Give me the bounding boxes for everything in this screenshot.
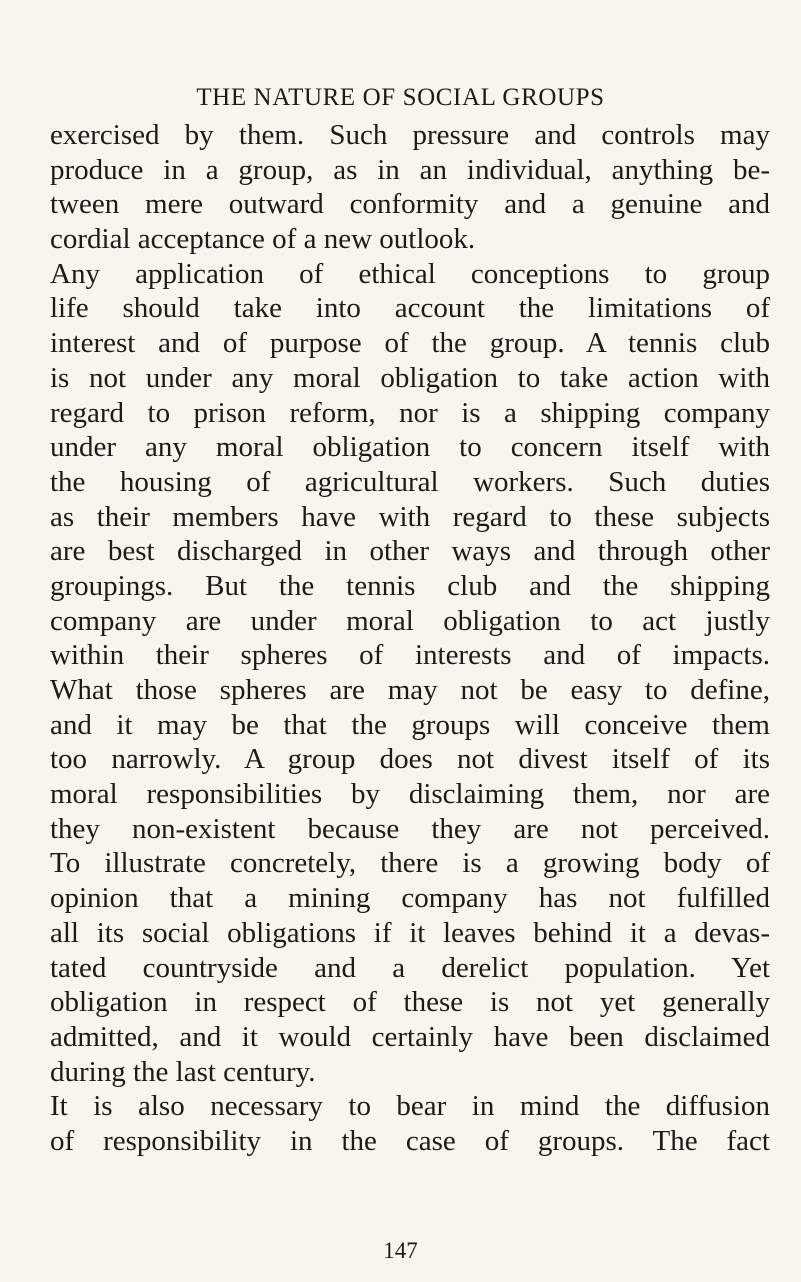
text-line: and it may be that the groups will conceive them bbox=[50, 708, 770, 741]
text-line: are best discharged in other ways and through other bbox=[50, 535, 770, 568]
text-line: within their spheres of interests and of impacts. bbox=[50, 639, 770, 672]
text-line: all its social obligations if it leaves behind it a devas- bbox=[50, 916, 770, 949]
text-line: opinion that a mining company has not fulfilled bbox=[50, 882, 770, 915]
text-line: too narrowly. A group does not divest itself of its bbox=[50, 743, 770, 776]
text-line: company are under moral obligation to act justly bbox=[50, 604, 770, 637]
text-line: of responsibility in the case of groups. The fact bbox=[50, 1124, 770, 1157]
text-line: obligation in respect of these is not yet generally bbox=[50, 986, 770, 1019]
text-line: regard to prison reform, nor is a shipping company bbox=[50, 396, 770, 429]
running-head: THE NATURE OF SOCIAL GROUPS bbox=[196, 84, 605, 111]
text-line: they non-existent because they are not perceived. bbox=[50, 812, 770, 845]
text-line: during the last century. bbox=[50, 1055, 316, 1088]
text-line: tated countryside and a derelict population. Yet bbox=[50, 951, 770, 984]
text-line: tween mere outward conformity and a genuine and bbox=[50, 188, 770, 221]
text-line: exercised by them. Such pressure and controls may bbox=[50, 119, 770, 151]
text-line: under any moral obligation to concern itself with bbox=[50, 431, 770, 464]
body-text bbox=[50, 118, 770, 1159]
text-line: admitted, and it would certainly have been disclaimed bbox=[50, 1020, 770, 1053]
text-line: the housing of agricultural workers. Such duties bbox=[50, 465, 770, 498]
text-line: cordial acceptance of a new outlook. bbox=[50, 223, 476, 256]
page-number: 147 bbox=[383, 1238, 418, 1263]
text-line: is not under any moral obligation to take action with bbox=[50, 361, 770, 394]
text-line: produce in a group, as in an individual, anything be- bbox=[50, 153, 770, 186]
text-line: What those spheres are may not be easy to define, bbox=[50, 674, 770, 706]
text-line: Any application of ethical conceptions to group bbox=[50, 257, 770, 290]
text-line: as their members have with regard to these subjects bbox=[50, 500, 770, 533]
text-line: groupings. But the tennis club and the shipping bbox=[50, 569, 770, 602]
text-line: To illustrate concretely, there is a growing body of bbox=[50, 847, 770, 880]
text-line: moral responsibilities by disclaiming them, nor are bbox=[50, 778, 770, 811]
text-line: life should take into account the limitations of bbox=[50, 292, 770, 325]
text-line: It is also necessary to bear in mind the diffusion bbox=[50, 1090, 770, 1123]
text-line: interest and of purpose of the group. A tennis club bbox=[50, 327, 770, 360]
